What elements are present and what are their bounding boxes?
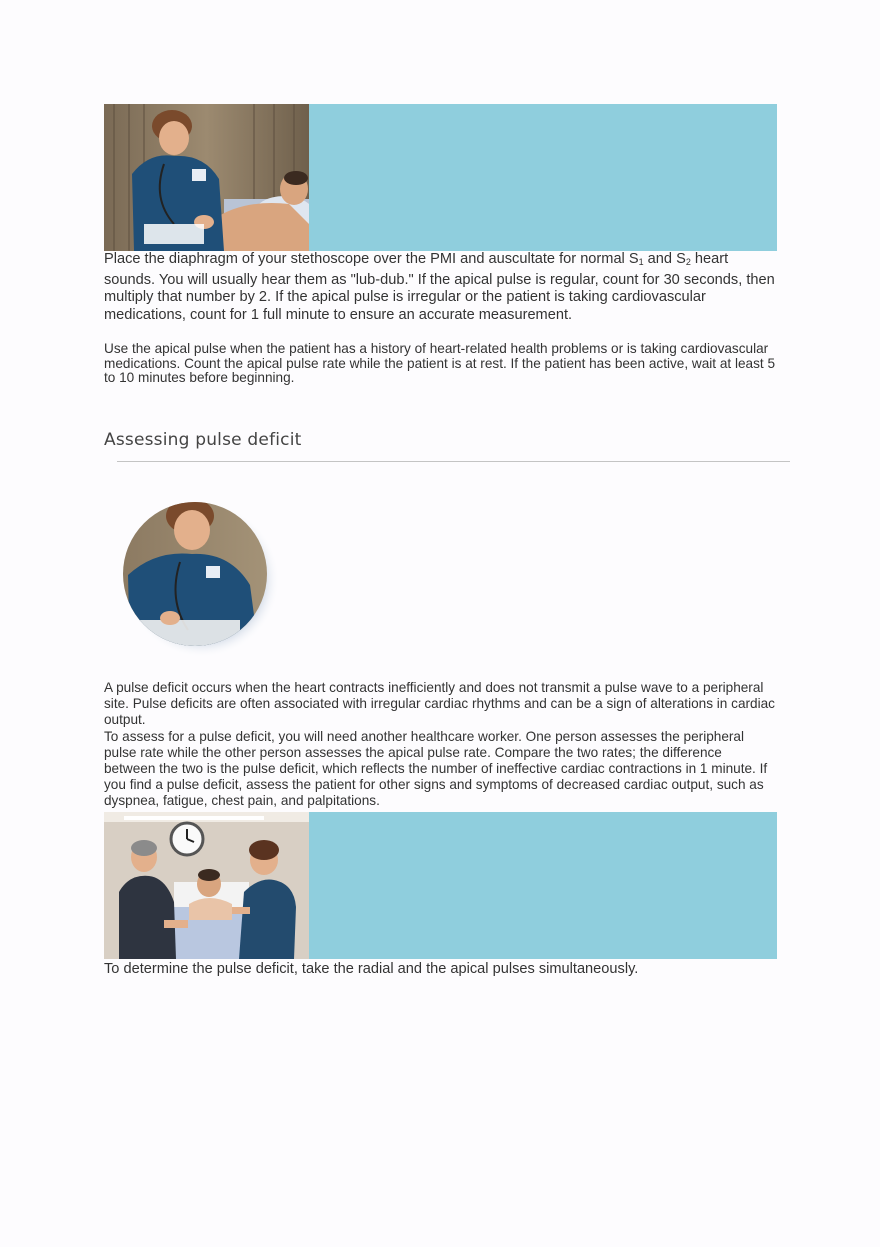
section-title: Assessing pulse deficit: [104, 430, 302, 450]
pulse-deficit-explanation: A pulse deficit occurs when the heart contracts inefficiently and does not transmit a pulse wave to a peripheral site. Pulse deficits are often associated with irregular cardiac rhythms and can be a sign of alterations in cardiac output. To assess for a pulse deficit, you will need another healthcare worker. One person assesses the peripheral pulse rate while the other person assesses the apical pulse rate. Compare the two rates; the difference between the two is the pulse deficit, which reflects the number of ineffective cardiac contractions in 1 minute. If you find a pulse deficit, assess the patient for other signs and symptoms of decreased cardiac output, such as dyspnea, fatigue, chest pain, and palpitations.: [104, 680, 775, 809]
photo-two-clinicians-taking-pulses-icon: [104, 812, 309, 959]
apical-pulse-instructions: Place the diaphragm of your stethoscope over the PMI and auscultate for normal $S_1$ and $S_2$ heart sounds. You will usually hear them as "lub-dub." If the apical pulse is regular, count for 30 seconds, then multiply that number by 2. If the apical pulse is irregular or the patient is taking cardiovascular medications, count for 1 full minute to ensure an accurate measurement.: [104, 251, 775, 323]
section-divider: [117, 461, 790, 462]
circular-photo-nurse-with-stethoscope-icon: [110, 490, 300, 660]
apical-pulse-usage-note: Use the apical pulse when the patient has a history of heart-related health problems or is taking cardiovascular medications. Count the apical pulse rate while the patient is at rest. If the patient has been active, wait at least 5 to 10 minutes before beginning.: [104, 341, 776, 386]
pulse-deficit-caption: To determine the pulse deficit, take the radial and the apical pulses simultaneously.: [104, 961, 639, 977]
figure-pulse-deficit-banner: [104, 812, 777, 959]
photo-nurse-auscultating-patient-icon: [104, 104, 309, 251]
figure-apical-pulse-banner: [104, 104, 777, 251]
